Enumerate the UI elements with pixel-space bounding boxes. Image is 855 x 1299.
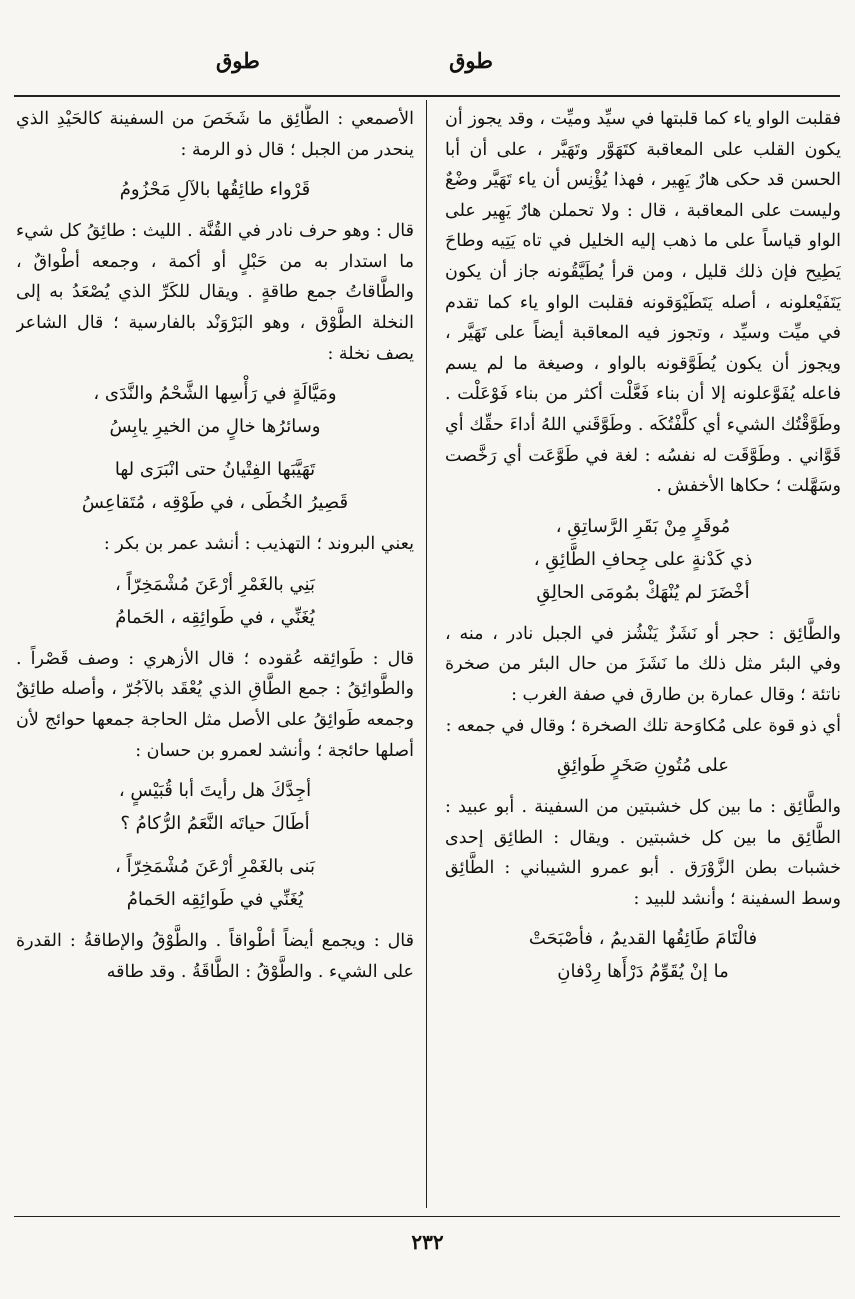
left-column [16,104,414,1204]
paragraph: الأصمعي : الطَّائِق ما شَخَصَ من السفينة كالحَيْدِ الذي ينحدر من الجبل ؛ قال ذو الرمة : [16,109,414,160]
verse-block [16,568,414,634]
verse-line: تَهَيَّبَها الفِتْيانُ حتى انْبَرَى لها [114,459,316,481]
paragraph: أي ذو قوة على مُكاوَحة تلك الصخرة ؛ وقال في جمعه : [445,715,841,736]
verse-line: أطَالَ حياتَه النَّعَمُ الرُّكامُ ؟ [120,813,310,835]
verse-line: ذي كَدْنةٍ على جِحافِ الطَّائِقِ ، [533,548,753,570]
verse-line: فالْتَامَ طَائِقُها القديمُ ، فأصْبَحَتْ [528,928,758,950]
verse-line: ومَيَّالَةٍ في رَأْسِها الشَّحْمُ والنَّدَى ، [93,383,337,405]
right-column [445,104,841,1204]
verse-line: على مُتُونِ صَخَرٍ طَوائِقِ [557,755,729,777]
paragraph: قال : ويجمع أيضاً أطْواقاً . والطَّوْقُ والإطاقةُ : القدرة على الشيء . والطَّوْقُ : الطَّاقَةُ . وقد طاقه [16,931,414,982]
bottom-rule [14,1216,840,1217]
verse-line: مُوقَرٍ مِنْ بَقَرِ الرَّساتِقِ ، [555,515,731,537]
verse-block [445,922,841,988]
paragraph: قال : وهو حرف نادر في القُنَّة . الليث : طائِقُ كل شيء ما استدار به من حَبْلٍ أو أكمة ، وجمعه أطْواقٌ ، والطَّاقاتُ جمع طاقةٍ . ويقال للكَرِّ الذي يُصْعَدُ به إلى النخلة الطَّوْق ، وهو البَرْوَنْد بالفارسية ؛ قال الشاعر يصف نخلة : [16,221,414,364]
verse-block [16,173,414,206]
verse-line: ما إنْ يُقَوِّمُ دَرْأَها رِدْفانِ [557,961,729,983]
paragraph: قال : طَوائِقه عُقوده ؛ قال الأزهري : وصف قَصْراً . والطَّوائِقُ : جمع الطَّاقِ الذي يُعْقَد بالآجُرّ ، وأصله طائِقٌ وجمعه طَوائِقُ على الأصل مثل الحاجة جمعها حوائج لأن أصلها حائجة ؛ وأنشد لعمرو بن حسان : [16,648,414,761]
verse-line: وسائرُها خالٍ من الخيرِ يابِسُ [109,416,321,438]
paragraph: يعني البروند ؛ التهذيب : أنشد عمر بن بكر : [103,534,414,555]
paragraph: والطَّائِق : ما بين كل خشبتين من السفينة . أبو عبيد : الطَّائِق ما بين كل خشبتين . ويقال : الطائِق إحدى خشبات بطن الزَّوْرَق . أبو عمرو الشيباني : الطَّائِق وسط السفينة ؛ وأنشد للبيد : [445,797,841,909]
paragraph: فقلبت الواو ياء كما قلبتها في سيِّد وميِّت ، وقد يجوز أن يكون القلب على المعاقبة كتَهَوَّر وتَهَيَّر ، على أن أبا الحسن قد حكى هارٌ يَهِير ، فهذا يُؤْنِس أن ياء تَهَيَّر وضْعٌ وليست على المعاقبة ، قال : ولا تحملن هارٌ يَهِير على الواو قياساً على ما ذهب إليه الخليل في تاه يَتِيه وطاحَ يَطِيح فإن ذلك قليل ، ومن قرأ يُطَيَّقُونه جاز أن يكون يَتَفَيْعلونه ، أصله يَتَطَيْوَقونه فقلبت الواو ياء كما تقدم في ميِّت وسيِّد ، وتجوز فيه المعاقبة أيضاً على تَهَيَّر ، ويجوز أن يكون يُطَوَّقونه بالواو ، وصيغة ما لم يسم فاعله يُفَوَّعلونه إلا أن بناء فَعَّلْت أكثر من بناء فَوْعَلْت . وطَوَّقْتُك الشيء أي كلَّفْتُكَه . وطَوَّقَني اللهُ أداءَ حقِّك أي قَوَّاني . وطَوَّقَت له نفسُه : لغة في طَوَّعَت أي رَخَّصت وسَهَّلت ؛ حكاها الأخفش . [445,109,841,497]
verse-block [16,377,414,443]
verse-line: أجِدَّكَ هل رأيتَ أبا قُبَيْسٍ ، [118,780,312,802]
verse-line: أخْضَرَ لم يُنْهَكْ بمُومَى الحالِقِ [536,581,750,603]
paragraph: والطَّائِق : حجر أو نَشَزٌ يَنْشُز في الجبل نادر ، منه ، وفي البئر مثل ذلك ما نَشَزَ من حال البئر من صخرة ناتئة ؛ وقال عمارة بن طارق في صفة الغرب : [445,623,841,705]
verse-line: بَنى بالغَمْرِ أرْعَنَ مُشْمَخِرّاً ، [115,856,315,878]
verse-block [16,850,414,916]
verse-line: يُغَنِّي في طَوائِقِه الحَمامُ [126,889,304,911]
verse-block [16,453,414,519]
column-divider [426,100,427,1208]
top-rule [14,95,840,97]
page-number: ٢٣٢ [411,1230,444,1254]
verse-block [445,510,841,609]
header-word-right: طوق [449,48,493,73]
verse-line: قَصِيرُ الخُطَى ، في طَوْقِه ، مُتَقاعِسُ [81,492,349,514]
verse-line: يُغَنِّي ، في طَوائِقِه ، الحَمامُ [115,606,315,628]
verse-block [445,749,841,782]
verse-block [16,774,414,840]
verse-line: بَنِي بالغَمْرِ أرْعَنَ مُشْمَخِرّاً ، [115,573,315,595]
header-word-left: طوق [216,48,260,73]
verse-line: قَرْواء طائِقُها بالآلِ مَحْزُومُ [119,179,311,201]
